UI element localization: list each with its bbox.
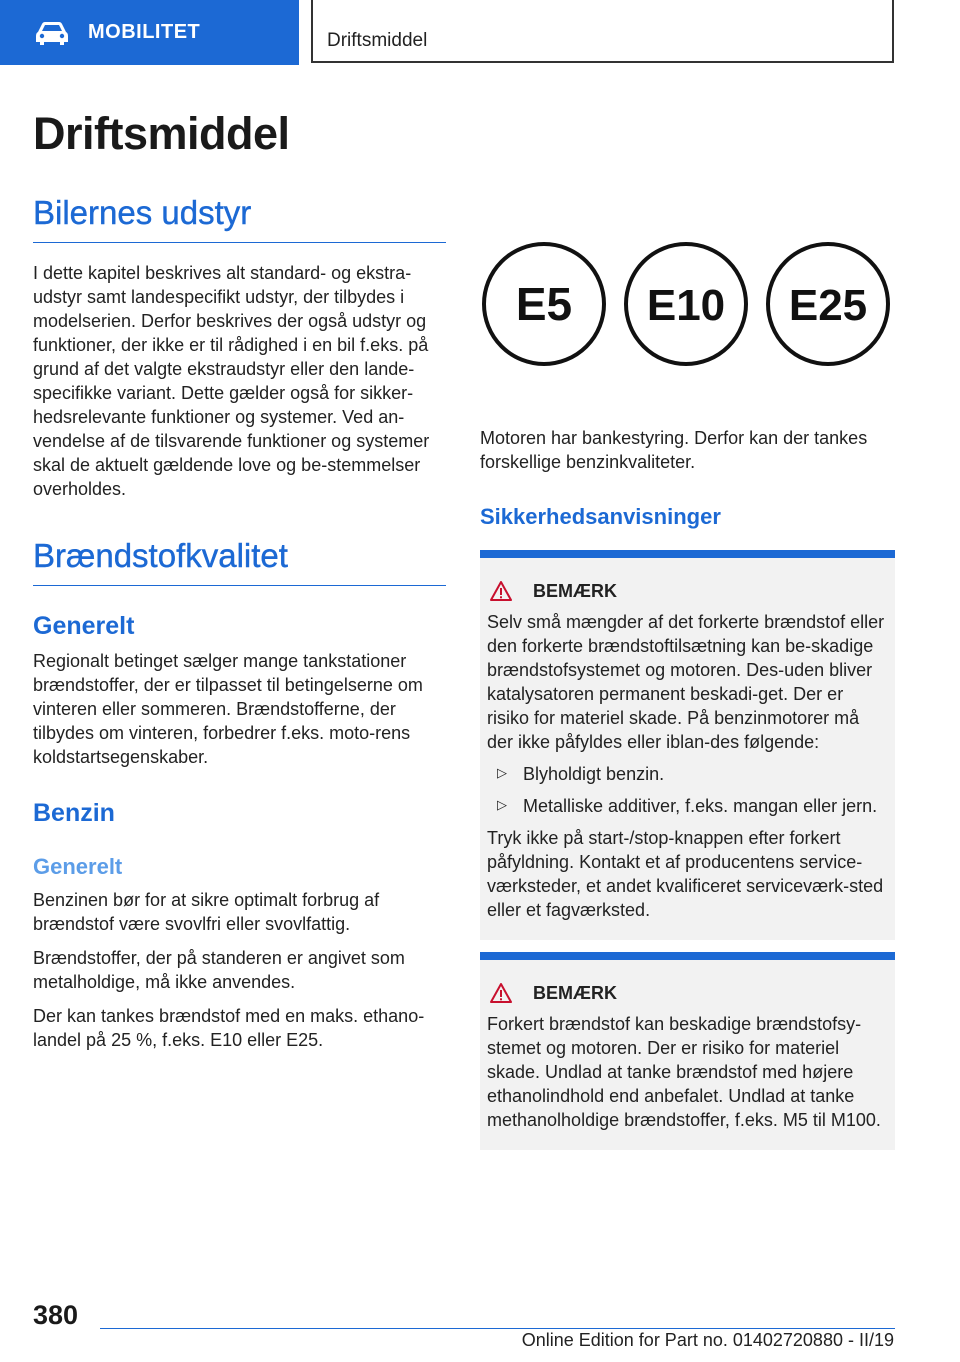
car-icon bbox=[34, 20, 70, 46]
bullet-triangle-icon: ▷ bbox=[497, 765, 507, 780]
left-column bbox=[33, 100, 446, 1052]
page-number: 380 bbox=[33, 1300, 79, 1330]
note-label-2: BEMÆRK bbox=[533, 982, 617, 1003]
fuel-sign-e10 bbox=[622, 240, 750, 368]
benzin-text-1: Benzinen bør for at sikre optimalt forbrug af brændstof være svovlfri eller svovlfattig. bbox=[33, 890, 380, 934]
note-label-1: BEMÆRK bbox=[533, 580, 617, 601]
udstyr-text: I dette kapitel beskrives alt standard- og ekstra-udstyr samt landespecifikt udstyr, der tilbydes i modelserien. Derfor beskrives der også udstyr og funktioner, der ikke er til rådighed i en bil f.eks. på grund af det valgte ekstraudstyr eller den lande-specifikke variant. Dette gælder også for sikker-hedsrelevante funktioner og systemer. Ved an-vendelse af de tilsvarende funktioner og systemer skal de aktuelt gældende love og be-stemmelser overholdes. bbox=[33, 263, 430, 499]
note-header-1 bbox=[489, 580, 887, 602]
section-label: MOBILITET bbox=[88, 21, 201, 43]
page-title: Driftsmiddel bbox=[33, 108, 290, 159]
breadcrumb bbox=[311, 0, 894, 63]
note-text-1: Selv små mængder af det forkerte brændstof eller den forkerte brændstoftilsætning kan be-skadige brændstofsystemet og motoren. Des-uden bliver katalysatoren permanent beskadi-get. Der er risiko for materiel skade. På benzinmotorer må der ikke påfyldes eller iblan-des følgende: bbox=[487, 612, 885, 752]
list-item-text: Metalliske additiver, f.eks. mangan eller jern. bbox=[523, 796, 878, 816]
section-title-braendstof: Brændstofkvalitet bbox=[33, 537, 446, 586]
breadcrumb-label: Driftsmiddel bbox=[327, 30, 428, 51]
footer-divider bbox=[100, 1328, 895, 1329]
section-tab[interactable] bbox=[0, 0, 299, 65]
fuel-sign-e5-label: E5 bbox=[515, 278, 573, 330]
section-title-udstyr: Bilernes udstyr bbox=[33, 194, 446, 243]
edition-text: Online Edition for Part no. 01402720880 - II/19 bbox=[521, 1330, 894, 1350]
fuel-sign-e25 bbox=[764, 240, 892, 368]
benzin-text-3: Der kan tankes brændstof med en maks. ethano-landel på 25 %, f.eks. E10 eller E25. bbox=[33, 1006, 425, 1050]
benzin-text-2: Brændstoffer, der på standeren er angivet som metalholdige, må ikke anvendes. bbox=[33, 948, 405, 992]
fuel-sign-e25-label: E25 bbox=[788, 281, 868, 330]
bullet-triangle-icon: ▷ bbox=[497, 797, 507, 812]
subtitle-generelt: Generelt bbox=[33, 612, 135, 640]
list-item bbox=[497, 794, 887, 818]
list-item-text: Blyholdigt benzin. bbox=[523, 764, 665, 784]
fuel-sign-e5 bbox=[480, 240, 608, 368]
list-item bbox=[497, 762, 887, 786]
subtitle-benzin: Benzin bbox=[33, 799, 115, 827]
note-header-2 bbox=[489, 982, 887, 1004]
note-box-2 bbox=[480, 952, 895, 1150]
note-text-2: Forkert brændstof kan beskadige brændstofsy-stemet og motoren. Der er risiko for materiel skade. Undlad at tanke brændstof med højere ethanolindhold end anbefalet. Undlad at tanke methanolholdige brændstoffer, f.eks. M5 til M100. bbox=[487, 1014, 881, 1130]
right-column bbox=[480, 240, 895, 1150]
note-text-1-after: Tryk ikke på start-/stop-knappen efter forkert påfyldning. Kontakt et af producentens service-værksteder, et andet kvalificeret serviceværk-sted eller et fagværksted. bbox=[487, 828, 884, 920]
fuel-sign-e10-label: E10 bbox=[646, 281, 726, 330]
subtitle-benzin-generelt: Generelt bbox=[33, 854, 123, 879]
warning-triangle-icon bbox=[489, 580, 513, 602]
note-box-1 bbox=[480, 550, 895, 940]
generelt-text: Regionalt betinget sælger mange tankstationer brændstoffer, der er tilpasset til betingelserne om vinteren eller sommeren. Brændstofferne, der tilbydes om vinteren, forbedrer f.eks. moto-rens koldstartsegenskaber. bbox=[33, 651, 423, 767]
warning-triangle-icon bbox=[489, 982, 513, 1004]
intro-text: Motoren har bankestyring. Derfor kan der tankes forskellige benzinkvaliteter. bbox=[480, 428, 868, 472]
safety-title: Sikkerhedsanvisninger bbox=[480, 504, 721, 529]
fuel-sign-group bbox=[480, 240, 892, 404]
